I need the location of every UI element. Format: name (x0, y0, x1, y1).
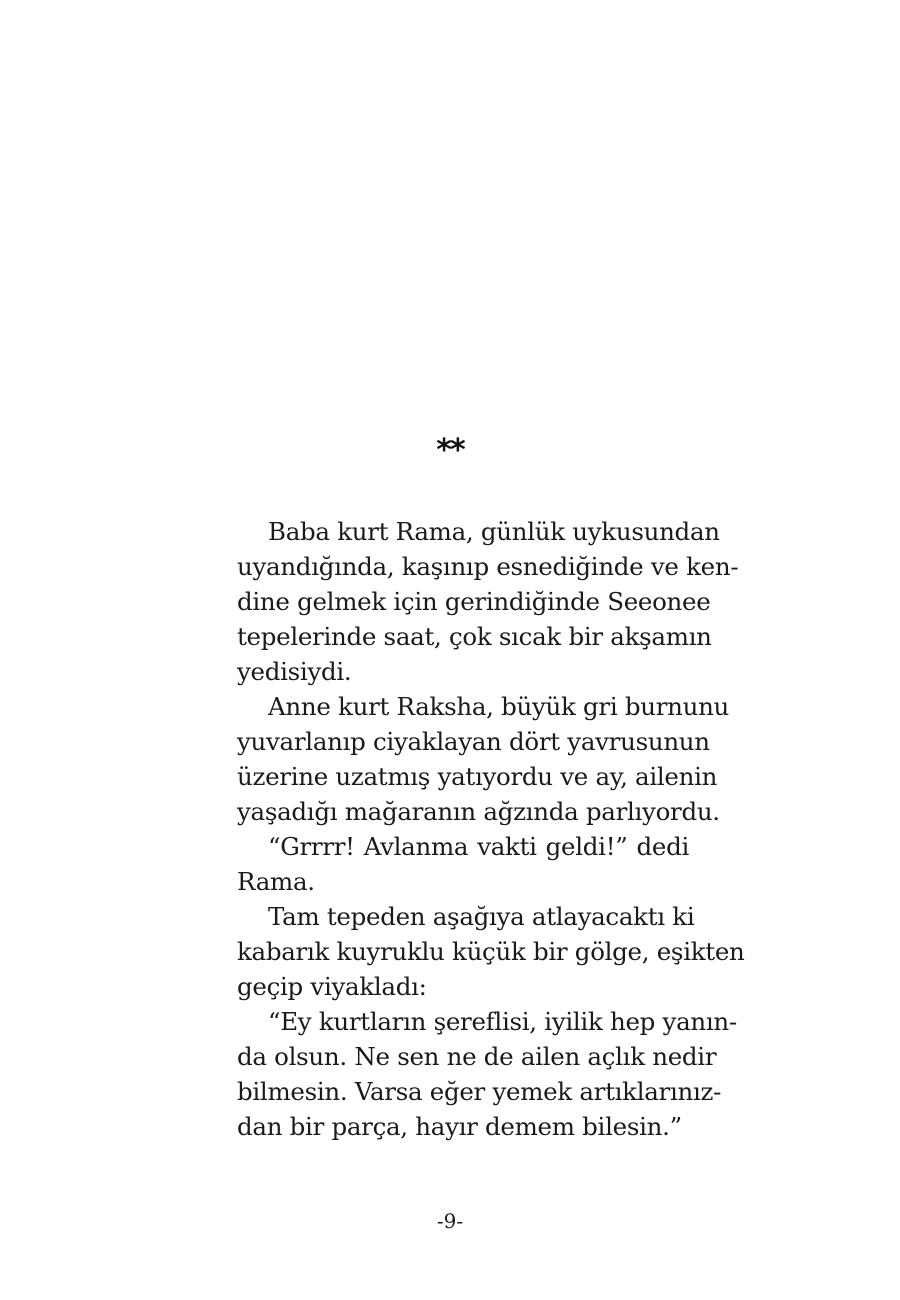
section-ornament: ** (436, 433, 464, 468)
text-line: uyandığında, kaşınıp esnediğinde ve ken- (237, 552, 739, 581)
text-line: üzerine uzatmış yatıyordu ve ay, ailenin (237, 762, 718, 791)
text-line: dan bir parça, hayır demem bilesin.” (237, 1112, 682, 1141)
text-line: “Grrrr! Avlanma vakti geldi!” dedi (268, 832, 689, 861)
text-line: geçip viyakladı: (237, 972, 427, 1001)
text-line: bilmesin. Varsa eğer yemek artıklarınız- (237, 1077, 722, 1106)
text-line: yuvarlanıp ciyaklayan dört yavrusunun (237, 727, 710, 756)
page-number: -9- (436, 1209, 464, 1233)
text-line: dine gelmek için gerindiğinde Seeonee (237, 587, 711, 616)
text-line: da olsun. Ne sen ne de ailen açlık nedir (237, 1042, 717, 1071)
text-line: Baba kurt Rama, günlük uykusundan (268, 517, 720, 546)
text-line: kabarık kuyruklu küçük bir gölge, eşikten (237, 937, 745, 966)
text-line: yedisiydi. (237, 657, 352, 686)
text-line: yaşadığı mağaranın ağzında parlıyordu. (237, 797, 720, 826)
body-text (237, 514, 745, 1144)
text-line: tepelerinde saat, çok sıcak bir akşamın (237, 622, 712, 651)
text-line: “Ey kurtların şereflisi, iyilik hep yanın- (268, 1007, 737, 1036)
text-line: Tam tepeden aşağıya atlayacaktı ki (268, 902, 695, 931)
text-line: Anne kurt Raksha, büyük gri burnunu (268, 692, 730, 721)
text-line: Rama. (237, 867, 315, 896)
